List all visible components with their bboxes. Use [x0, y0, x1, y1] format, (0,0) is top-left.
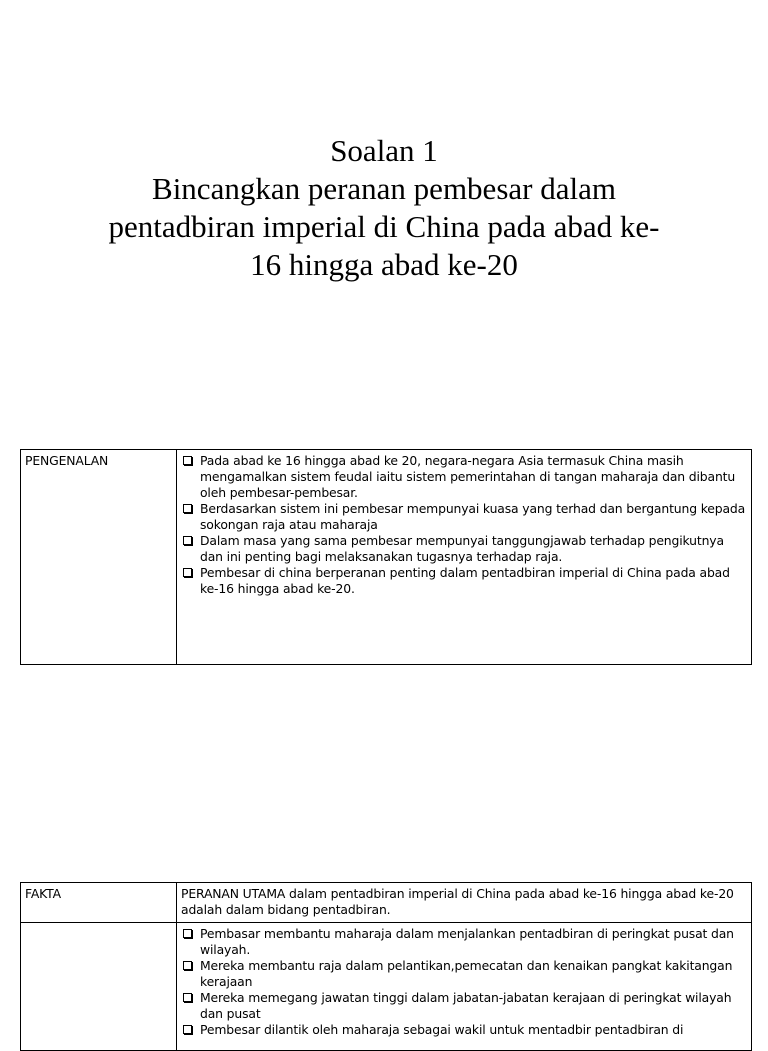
intro-table [20, 449, 752, 665]
list-item: Berdasarkan sistem ini pembesar mempunyai kuasa yang terhad dan bergantung kepada sokongan raja atau maharaja [181, 501, 747, 533]
fakta-bullet-list [181, 926, 747, 1038]
title-line-1: Soalan 1 [330, 133, 438, 168]
list-item: Mereka membantu raja dalam pelantikan,pemecatan dan kenaikan pangkat kakitangan kerajaan [181, 958, 747, 990]
title-line-4: 16 hingga abad ke-20 [250, 247, 518, 282]
checkbox-bullet-icon [183, 536, 192, 545]
fakta-label: FAKTA [21, 883, 177, 923]
intro-label: PENGENALAN [21, 450, 177, 665]
checkbox-bullet-icon [183, 929, 192, 938]
fakta-header-text: PERANAN UTAMA dalam pentadbiran imperial di China pada abad ke-16 hingga abad ke-20 adalah dalam bidang pentadbiran. [177, 883, 752, 923]
checkbox-bullet-icon [183, 1025, 192, 1034]
title-line-3: pentadbiran imperial di China pada abad ke- [108, 209, 660, 244]
checkbox-bullet-icon [183, 961, 192, 970]
title-line-2: Bincangkan peranan pembesar dalam [152, 171, 616, 206]
intro-row [21, 450, 752, 665]
checkbox-bullet-icon [183, 993, 192, 1002]
fakta-header-row [21, 883, 752, 923]
list-item: Pembesar dilantik oleh maharaja sebagai wakil untuk mentadbir pentadbiran di [181, 1022, 747, 1038]
list-item: Mereka memegang jawatan tinggi dalam jabatan-jabatan kerajaan di peringkat wilayah dan pusat [181, 990, 747, 1022]
list-item: Dalam masa yang sama pembesar mempunyai tanggungjawab terhadap pengikutnya dan ini penting bagi melaksanakan tugasnya terhadap raja. [181, 533, 747, 565]
fakta-content-row [21, 923, 752, 1051]
question-title [30, 132, 738, 284]
checkbox-bullet-icon [183, 504, 192, 513]
checkbox-bullet-icon [183, 568, 192, 577]
list-item: Pada abad ke 16 hingga abad ke 20, negara-negara Asia termasuk China masih mengamalkan sistem feudal iaitu sistem pemerintahan di tangan maharaja dan dibantu oleh pembesar-pembesar. [181, 453, 747, 501]
intro-bullet-list [181, 453, 747, 597]
fakta-empty-label [21, 923, 177, 1051]
intro-content [177, 450, 752, 665]
checkbox-bullet-icon [183, 456, 192, 465]
list-item: Pembasar membantu maharaja dalam menjalankan pentadbiran di peringkat pusat dan wilayah. [181, 926, 747, 958]
list-item: Pembesar di china berperanan penting dalam pentadbiran imperial di China pada abad ke-16 hingga abad ke-20. [181, 565, 747, 597]
fakta-table [20, 882, 752, 1051]
fakta-content [177, 923, 752, 1051]
